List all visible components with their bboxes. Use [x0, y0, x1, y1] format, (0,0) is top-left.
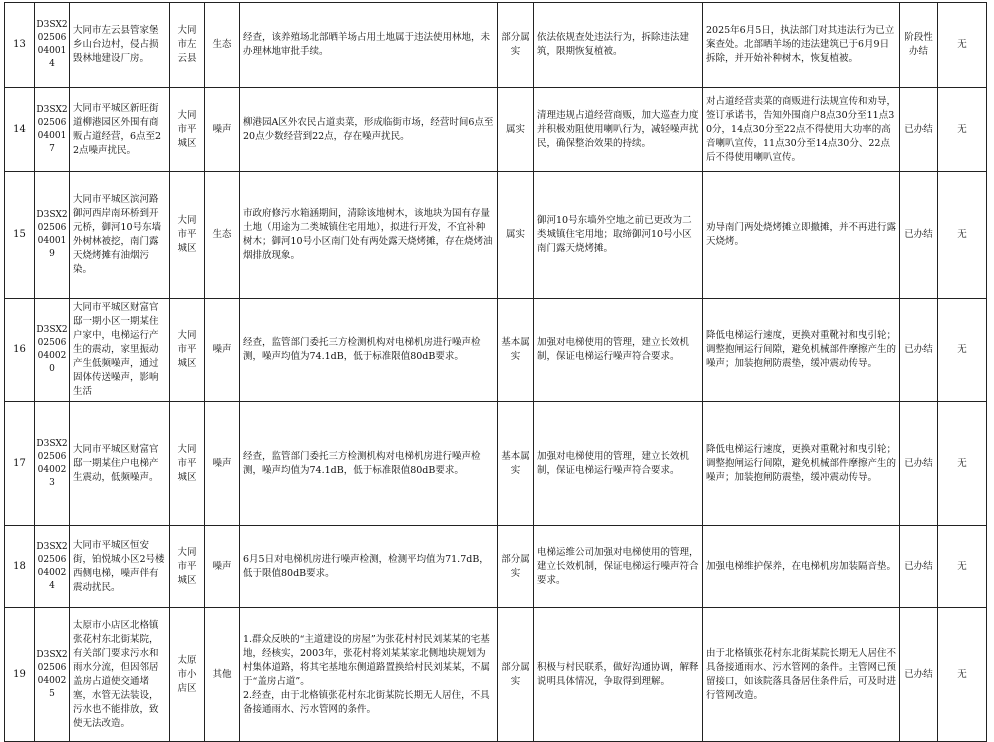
accountability: 无: [938, 608, 987, 742]
rectification-progress: 对占道经营卖菜的商贩进行法规宣传和劝导，签订承诺书，告知外围商户8点30分至11点30分，14点30分至22点不得使用大功率的高音喇叭宣传，11点30分至14点30分、22点后不得使用喇叭宣传。: [703, 88, 900, 172]
table-row: [5, 299, 987, 402]
verdict: 属实: [498, 88, 534, 172]
case-code: D3SX202506040020: [35, 299, 70, 402]
petition-table: [4, 2, 987, 742]
district: 大同市平城区: [170, 526, 205, 608]
accountability: 无: [938, 88, 987, 172]
investigation-finding: 市政府修污水箱涵期间，清除该地树木，该地块为国有存量土地（用途为二类城镇住宅用地），拟进行开发，不宜补种树木；御河10号小区南门处有两处露天烧烤摊，存在烧烤油烟排放现象。: [240, 172, 498, 299]
pollution-type: 噪声: [205, 88, 240, 172]
district: 大同市平城区: [170, 402, 205, 526]
rectification-progress: 由于北格镇张花村东北街某院长期无人居住不具备接通雨水、污水管网的条件。主管网已预留接口，如该院落具备居住条件后，可及时进行管网改造。: [703, 608, 900, 742]
rectification-progress: 降低电梯运行速度，更换对重靴衬和曳引轮；调整抱闸运行间隙，避免机械部件摩擦产生的噪声；加装抱闸防震垫，缓冲震动传导。: [703, 402, 900, 526]
verdict: 部分属实: [498, 526, 534, 608]
pollution-type: 噪声: [205, 402, 240, 526]
pollution-type: 噪声: [205, 299, 240, 402]
verdict: 部分属实: [498, 3, 534, 88]
row-number: 14: [5, 88, 35, 172]
accountability: 无: [938, 299, 987, 402]
accountability: 无: [938, 172, 987, 299]
table-row: [5, 526, 987, 608]
rectification-measures: 加强对电梯使用的管理，建立长效机制，保证电梯运行噪声符合要求。: [534, 299, 703, 402]
verdict: 基本属实: [498, 402, 534, 526]
case-code: D3SX202506040025: [35, 608, 70, 742]
rectification-measures: 电梯运维公司加强对电梯使用的管理，建立长效机制，保证电梯运行噪声符合要求。: [534, 526, 703, 608]
table-row: [5, 3, 987, 88]
row-number: 16: [5, 299, 35, 402]
district: 大同市平城区: [170, 88, 205, 172]
rectification-measures: 御河10号东墙外空地之前已更改为二类城镇住宅用地；取缔御河10号小区南门露天烧烤摊。: [534, 172, 703, 299]
verdict: 属实: [498, 172, 534, 299]
table-row: [5, 172, 987, 299]
accountability: 无: [938, 526, 987, 608]
completion-status: 已办结: [900, 299, 938, 402]
rectification-progress: 劝导南门两处烧烤摊立即撤摊，并不再进行露天烧烤。: [703, 172, 900, 299]
table-row: [5, 402, 987, 526]
completion-status: 已办结: [900, 608, 938, 742]
complaint-content: 大同市平城区新旺街道柳港园区外围有商贩占道经营，6点至22点噪声扰民。: [70, 88, 170, 172]
case-code: D3SX202506040023: [35, 402, 70, 526]
rectification-progress: 降低电梯运行速度，更换对重靴衬和曳引轮；调整抱闸运行间隙，避免机械部件摩擦产生的噪声；加装抱闸防震垫，缓冲震动传导。: [703, 299, 900, 402]
investigation-finding: 经查，该养殖场北部晒羊场占用土地属于违法使用林地，未办理林地审批手续。: [240, 3, 498, 88]
rectification-measures: 依法依规查处违法行为，拆除违法建筑，限期恢复植被。: [534, 3, 703, 88]
accountability: 无: [938, 3, 987, 88]
case-code: D3SX202506040019: [35, 172, 70, 299]
verdict: 部分属实: [498, 608, 534, 742]
completion-status: 已办结: [900, 172, 938, 299]
verdict: 基本属实: [498, 299, 534, 402]
rectification-progress: 2025年6月5日，执法部门对其违法行为已立案查处。北部晒羊场的违法建筑已于6月9日拆除，并开始补种树木，恢复植被。: [703, 3, 900, 88]
complaint-content: 大同市平城区滨河路御河西岸南环桥到开元桥，御河10号东墙外树林被挖，南门露天烧烤摊有油烟污染。: [70, 172, 170, 299]
completion-status: 阶段性办结: [900, 3, 938, 88]
row-number: 15: [5, 172, 35, 299]
table-row: [5, 608, 987, 742]
district: 大同市平城区: [170, 299, 205, 402]
rectification-measures: 清理违规占道经营商贩，加大巡查力度并积极劝阻使用喇叭行为，减轻噪声扰民，确保整治效果的持续。: [534, 88, 703, 172]
complaint-content: 大同市左云县管家堡乡山台边村，侵占损毁林地建设厂房。: [70, 3, 170, 88]
row-number: 13: [5, 3, 35, 88]
complaint-content: 太原市小店区北格镇张花村东北街某院，有关部门要求污水和雨水分流，但因邻居盖房占道使交通堵塞，水管无法装设，污水也不能排放，致使无法改造。: [70, 608, 170, 742]
completion-status: 已办结: [900, 88, 938, 172]
rectification-progress: 加强电梯维护保养，在电梯机房加装隔音垫。: [703, 526, 900, 608]
pollution-type: 生态: [205, 172, 240, 299]
district: 大同市平城区: [170, 172, 205, 299]
row-number: 18: [5, 526, 35, 608]
table-row: [5, 88, 987, 172]
investigation-finding: 6月5日对电梯机房进行噪声检测，检测平均值为71.7dB，低于限值80dB要求。: [240, 526, 498, 608]
case-code: D3SX202506040017: [35, 88, 70, 172]
investigation-finding: 经查，监管部门委托三方检测机构对电梯机房进行噪声检测，噪声均值为74.1dB，低于标准限值80dB要求。: [240, 299, 498, 402]
complaint-content: 大同市平城区财富官邸一期某住户电梯产生震动，低频噪声。: [70, 402, 170, 526]
pollution-type: 噪声: [205, 526, 240, 608]
pollution-type: 其他: [205, 608, 240, 742]
complaint-content: 大同市平城区财富官邸一期小区一期某住户家中，电梯运行产生的震动，家里振动产生低频噪声，通过固体传送噪声，影响生活: [70, 299, 170, 402]
investigation-finding: [240, 608, 498, 742]
accountability: 无: [938, 402, 987, 526]
pollution-type: 生态: [205, 3, 240, 88]
district: 太原市小店区: [170, 608, 205, 742]
finding-paragraph-2: 2.经查，由于北格镇张花村东北街某院长期无人居住，不具备接通雨水、污水管网的条件。: [243, 689, 490, 715]
case-code: D3SX202506040014: [35, 3, 70, 88]
rectification-measures: 加强对电梯使用的管理，建立长效机制，保证电梯运行噪声符合要求。: [534, 402, 703, 526]
completion-status: 已办结: [900, 402, 938, 526]
finding-paragraph-1: 1.群众反映的“主道建设的房屋”为张花村村民刘某某的宅基地，经核实，2003年，张花村将刘某某家北侧地块规划为村集体道路，将其宅基地东侧道路置换给村民刘某某，不属于“盖房占道”。: [243, 633, 491, 687]
rectification-measures: 积极与村民联系，做好沟通协调，解释说明具体情况，争取得到理解。: [534, 608, 703, 742]
completion-status: 已办结: [900, 526, 938, 608]
row-number: 19: [5, 608, 35, 742]
case-code: D3SX202506040024: [35, 526, 70, 608]
investigation-finding: 柳港园A区外农民占道卖菜，形成临街市场，经营时间6点至20点少数经营到22点，存在噪声扰民。: [240, 88, 498, 172]
investigation-finding: 经查，监管部门委托三方检测机构对电梯机房进行噪声检测，噪声均值为74.1dB，低于标准限值80dB要求。: [240, 402, 498, 526]
complaint-content: 大同市平城区恒安街，铂悦城小区2号楼西侧电梯，噪声伴有震动扰民。: [70, 526, 170, 608]
district: 大同市左云县: [170, 3, 205, 88]
row-number: 17: [5, 402, 35, 526]
